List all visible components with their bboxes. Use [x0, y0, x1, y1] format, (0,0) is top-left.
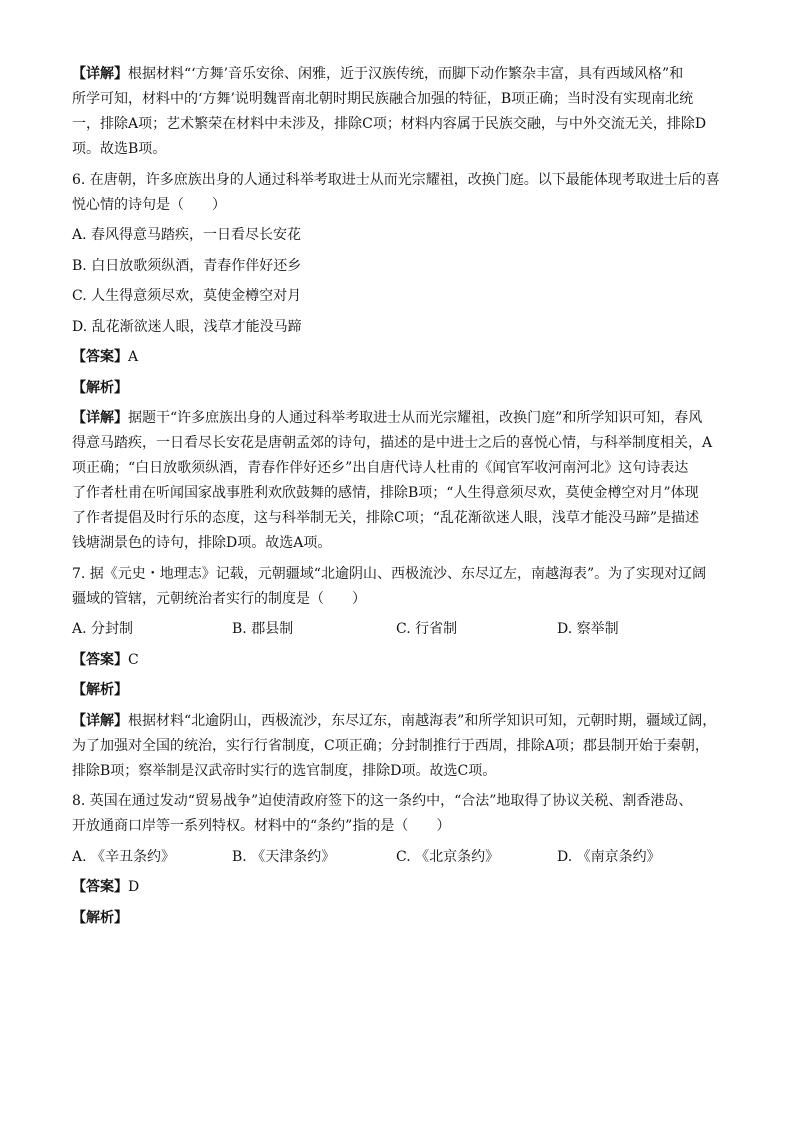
question-text [72, 223, 722, 248]
text-line [72, 315, 722, 340]
options-row [72, 617, 722, 642]
answer-section [72, 62, 722, 162]
line-text: 了作者杜甫在听闻国家战事胜利欢欣鼓舞的感情，排除B项；“人生得意须尽欢，莫使金樽空对月”体现 [72, 485, 699, 501]
question-text [72, 284, 722, 309]
text-line [72, 531, 722, 556]
text-line [72, 376, 722, 401]
text-line [72, 759, 722, 784]
text-line [72, 648, 722, 673]
option-item: B. 《天津条约》 [232, 848, 336, 865]
line-text: 开放通商口岸等一系列特权。材料中的“条约”指的是（ ） [72, 818, 451, 834]
text-line [72, 481, 722, 506]
line-text: B. 白日放歌须纵酒，青春作伴好还乡 [72, 257, 302, 274]
answer-section [72, 376, 722, 401]
line-text: 8. 英国在通过发动“贸易战争”迫使清政府签下的这一条约中，“合法”地取得了协议关税、割香港岛、 [72, 793, 693, 809]
line-text: C [128, 651, 139, 668]
section-tag: 【详解】 [72, 66, 128, 82]
text-line [72, 62, 722, 87]
text-line [72, 87, 722, 112]
text-line [72, 906, 722, 931]
option-item: D. 《南京条约》 [557, 848, 661, 865]
line-text: 排除B项；察举制是汉武帝时实行的选官制度，排除D项。故选C项。 [72, 762, 497, 779]
text-line [72, 562, 722, 587]
section-tag: 【详解】 [72, 410, 128, 426]
option-item: D. 察举制 [557, 621, 619, 637]
line-text: 一，排除A项；艺术繁荣在材料中未涉及，排除C项；材料内容属于民族交融，与中外交流无关，排除D [72, 116, 707, 132]
text-line [72, 875, 722, 900]
answer-section [72, 678, 722, 703]
line-text: 6. 在唐朝，许多庶族出身的人通过科举考取进士从而光宗耀祖，改换门庭。以下最能体现考取进士后的喜 [72, 171, 720, 188]
line-text: 项正确；“白日放歌须纵酒，青春作伴好还乡”出自唐代诗人杜甫的《闻官军收河南河北》这句诗表达 [72, 460, 689, 476]
question-text [72, 168, 722, 218]
line-text: 疆域的管辖，元朝统治者实行的制度是（ ） [72, 590, 366, 607]
option-item: A. 《辛丑条约》 [72, 848, 176, 865]
answer-section [72, 875, 722, 900]
line-text: D [128, 879, 140, 895]
line-text: 了作者提倡及时行乐的态度，这与科举制无关，排除C项；“乱花渐欲迷人眼，浅草才能没马蹄”是描述 [72, 510, 700, 526]
line-text: 根据材料“‘方舞’音乐安徐、闲雅，近于汉族传统，而脚下动作繁杂丰富，具有西域风格”和 [128, 66, 684, 82]
line-text: 悦心情的诗句是（ ） [72, 196, 226, 213]
text-line [72, 345, 722, 370]
answer-section [72, 648, 722, 673]
answer-section [72, 709, 722, 784]
section-tag: 【解析】 [72, 682, 128, 698]
section-tag: 【解析】 [72, 909, 128, 926]
option-item: A. 分封制 [72, 621, 134, 637]
text-line [72, 112, 722, 137]
document-page [72, 62, 722, 936]
question-text [72, 254, 722, 279]
question-text [72, 315, 722, 340]
section-tag: 【解析】 [72, 379, 128, 396]
line-text: C. 人生得意须尽欢，莫使金樽空对月 [72, 288, 302, 304]
text-line [72, 814, 722, 839]
text-line [72, 193, 722, 218]
line-text: 项。故选B项。 [72, 141, 167, 157]
answer-section [72, 906, 722, 931]
option-item: B. 郡县制 [232, 621, 294, 637]
line-text: A. 春风得意马踏疾，一日看尽长安花 [72, 227, 302, 243]
text-line [72, 168, 722, 193]
text-line [72, 506, 722, 531]
question-text [72, 789, 722, 839]
line-text: 得意马踏疾，一日看尽长安花是唐朝孟郊的诗句，描述的是中进士之后的喜悦心情，与科举制度相关，A [72, 435, 713, 451]
text-line [72, 456, 722, 481]
question-text [72, 562, 722, 612]
option-item: C. 行省制 [396, 621, 458, 637]
line-text: 为了加强对全国的统治，实行行省制度，C项正确；分封制推行于西周，排除A项；郡县制开始于秦朝， [72, 737, 709, 754]
text-line [72, 678, 722, 703]
line-text: A [128, 349, 139, 365]
text-line [72, 709, 722, 734]
section-tag: 【答案】 [72, 349, 128, 365]
text-line [72, 137, 722, 162]
text-line [72, 734, 722, 759]
line-text: 所学可知，材料中的‘方舞’说明魏晋南北朝时期民族融合加强的特征，B项正确；当时没有实现南北统 [72, 91, 694, 107]
option-item: C. 《北京条约》 [396, 848, 500, 865]
answer-section [72, 345, 722, 370]
line-text: 根据材料“北逾阴山，西极流沙，东尽辽东，南越海表”和所学知识可知，元朝时期，疆域辽阔， [128, 712, 717, 729]
options-row [72, 845, 722, 870]
text-line [72, 587, 722, 612]
text-line [72, 406, 722, 431]
text-line [72, 254, 722, 279]
text-line [72, 284, 722, 309]
text-line [72, 431, 722, 456]
line-text: D. 乱花渐欲迷人眼，浅草才能没马蹄 [72, 318, 302, 335]
line-text: 钱塘湖景色的诗句，排除D项。故选A项。 [72, 535, 332, 551]
text-line [72, 789, 722, 814]
section-tag: 【答案】 [72, 651, 128, 668]
line-text: 7. 据《元史・地理志》记载，元朝疆域“北逾阴山、西极流沙、东尽辽左，南越海表”。为了实现对辽阔 [72, 565, 707, 582]
line-text: 据题干“许多庶族出身的人通过科举考取进士从而光宗耀祖，改换门庭”和所学知识可知，春风 [128, 410, 703, 426]
text-line [72, 223, 722, 248]
section-tag: 【答案】 [72, 879, 128, 895]
answer-section [72, 406, 722, 556]
section-tag: 【详解】 [72, 712, 128, 729]
